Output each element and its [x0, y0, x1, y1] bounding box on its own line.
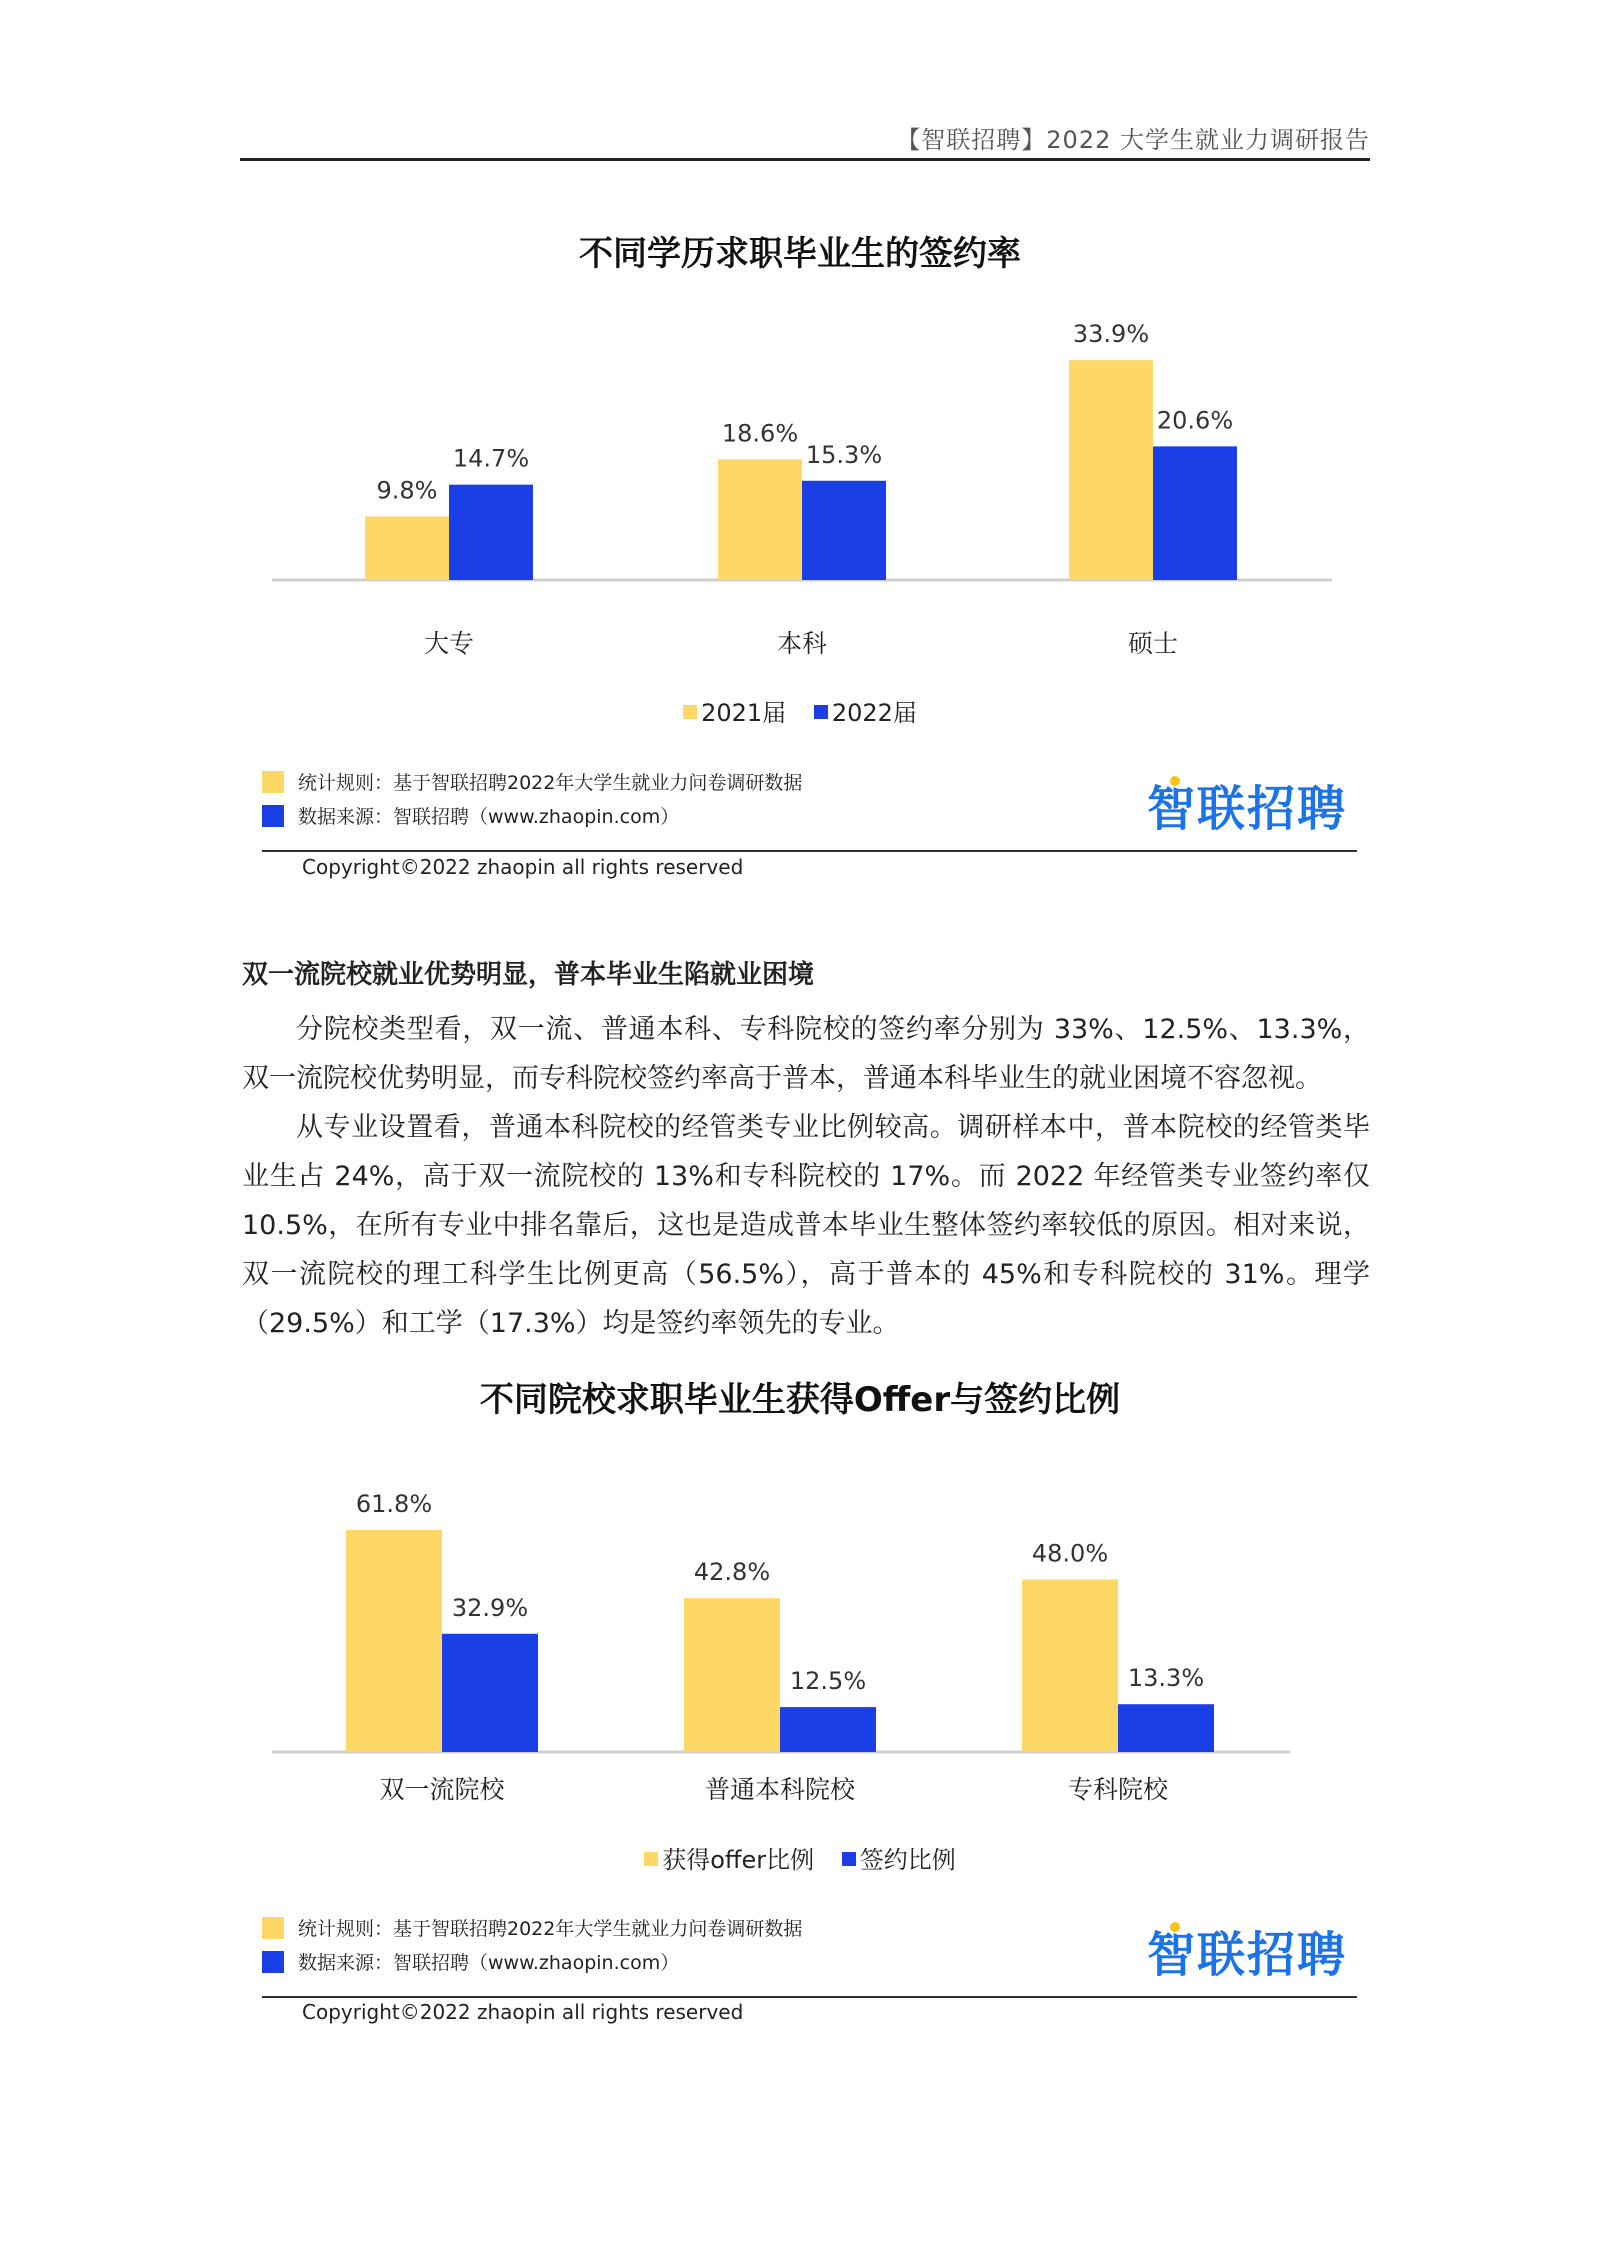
bar-获得offer比例-双一流院校: [346, 1530, 442, 1752]
chart2-svg: [240, 1470, 1360, 1840]
bar-2021届-硕士: [1069, 360, 1153, 580]
data-label-2021届-大专: 9.8%: [376, 476, 438, 505]
chart2-legend: [0, 1840, 1600, 1875]
report-header-title: 【智联招聘】2022 大学生就业力调研报告: [896, 126, 1370, 154]
chart2-plot: [240, 1470, 1360, 1840]
source-divider-2: [262, 1996, 1357, 1998]
legend-swatch-2022: [814, 705, 828, 719]
stat-rule-square: [262, 771, 284, 793]
chart1-source-block: [262, 762, 1357, 852]
legend-label-2021: 2021届: [701, 699, 787, 727]
data-label-签约比例-专科院校: 13.3%: [1127, 1664, 1205, 1693]
zhaopin-logo: 智联招聘: [1146, 781, 1347, 837]
data-source-line: [262, 802, 679, 829]
data-source-square-2: [262, 1951, 284, 1973]
chart1-legend: [0, 693, 1600, 728]
bar-2022届-大专: [449, 485, 533, 580]
stat-rule-line-2: [262, 1914, 802, 1941]
stat-rule-text-2: 统计规则：基于智联招聘2022年大学生就业力问卷调研数据: [298, 1918, 803, 1940]
data-label-2022届-硕士: 20.6%: [1156, 406, 1234, 435]
data-label-2022届-本科: 15.3%: [805, 440, 883, 469]
category-label-硕士: 硕士: [1127, 629, 1179, 658]
data-label-签约比例-普通本科院校: 12.5%: [789, 1667, 867, 1696]
legend-item-2022: [814, 693, 917, 728]
data-label-签约比例-双一流院校: 32.9%: [451, 1593, 529, 1622]
bar-签约比例-普通本科院校: [780, 1707, 876, 1752]
section-heading: 双一流院校就业优势明显，普本毕业生陷就业困境: [242, 960, 815, 990]
bar-签约比例-双一流院校: [442, 1634, 538, 1752]
legend-swatch-sign: [842, 1852, 856, 1866]
paragraph-1: 分院校类型看，双一流、普通本科、专科院校的签约率分别为 33%、12.5%、13.3%，双一流院校优势明显，而专科院校签约率高于普本，普通本科毕业生的就业困境不容忽视。: [242, 1014, 1370, 1094]
chart1-plot: [240, 290, 1360, 690]
category-label-本科: 本科: [776, 629, 828, 658]
data-source-text: 数据来源：智联招聘（www.zhaopin.com）: [298, 806, 680, 828]
bar-获得offer比例-专科院校: [1022, 1580, 1118, 1753]
data-source-line-2: [262, 1948, 679, 1975]
legend-label-sign: 签约比例: [859, 1846, 956, 1874]
copyright-text-2: Copyright©2022 zhaopin all rights reserved: [302, 2000, 744, 2024]
data-label-2022届-大专: 14.7%: [452, 444, 530, 473]
bar-2022届-硕士: [1153, 446, 1237, 580]
legend-swatch-offer: [644, 1852, 658, 1866]
source-divider: [262, 850, 1357, 852]
chart2-source-block: [262, 1908, 1357, 1998]
bar-2022届-本科: [802, 481, 886, 580]
chart1-title: 不同学历求职毕业生的签约率: [579, 234, 1021, 274]
stat-rule-square-2: [262, 1917, 284, 1939]
category-label-大专: 大专: [423, 629, 475, 658]
legend-item-2021: [683, 693, 786, 728]
data-label-获得offer比例-普通本科院校: 42.8%: [693, 1558, 771, 1587]
stat-rule-line: [262, 768, 802, 795]
legend-item-offer: [644, 1840, 814, 1875]
bar-2021届-大专: [365, 516, 449, 580]
data-source-square: [262, 805, 284, 827]
zhaopin-logo-2: 智联招聘: [1146, 1927, 1347, 1983]
chart2-title: 不同院校求职毕业生获得Offer与签约比例: [479, 1380, 1121, 1420]
analysis-section: [242, 955, 1370, 1348]
category-label-专科院校: 专科院校: [1067, 1775, 1169, 1804]
data-label-2021届-硕士: 33.9%: [1072, 320, 1150, 349]
copyright-text: Copyright©2022 zhaopin all rights reserved: [302, 855, 744, 879]
legend-label-2022: 2022届: [831, 699, 917, 727]
bar-2021届-本科: [718, 459, 802, 580]
data-label-获得offer比例-专科院校: 48.0%: [1031, 1539, 1109, 1568]
chart1-svg: [240, 290, 1360, 690]
data-label-2021届-本科: 18.6%: [721, 419, 799, 448]
category-label-普通本科院校: 普通本科院校: [704, 1775, 856, 1804]
paragraph-2: 从专业设置看，普通本科院校的经管类专业比例较高。调研样本中，普本院校的经管类毕业生占 24%，高于双一流院校的 13%和专科院校的 17%。而 2022 年经管类专业签约率仅 10.5%，在所有专业中排名靠后，这也是造成普本毕业生整体签约率较低的原因。相对来说，双一流院校的理工科学生比例更高（56.5%），高于普本的 45%和专科院校的 31%。理学（29.5%）和工学（17.3%）均是签约率领先的专业。: [242, 1112, 1370, 1339]
bar-获得offer比例-普通本科院校: [684, 1598, 780, 1752]
stat-rule-text: 统计规则：基于智联招聘2022年大学生就业力问卷调研数据: [298, 772, 803, 794]
legend-swatch-2021: [683, 705, 697, 719]
header-divider: [240, 158, 1370, 161]
legend-label-offer: 获得offer比例: [662, 1846, 815, 1874]
data-label-获得offer比例-双一流院校: 61.8%: [355, 1489, 433, 1518]
bar-签约比例-专科院校: [1118, 1704, 1214, 1752]
category-label-双一流院校: 双一流院校: [379, 1775, 505, 1804]
legend-item-sign: [842, 1840, 956, 1875]
data-source-text-2: 数据来源：智联招聘（www.zhaopin.com）: [298, 1952, 680, 1974]
